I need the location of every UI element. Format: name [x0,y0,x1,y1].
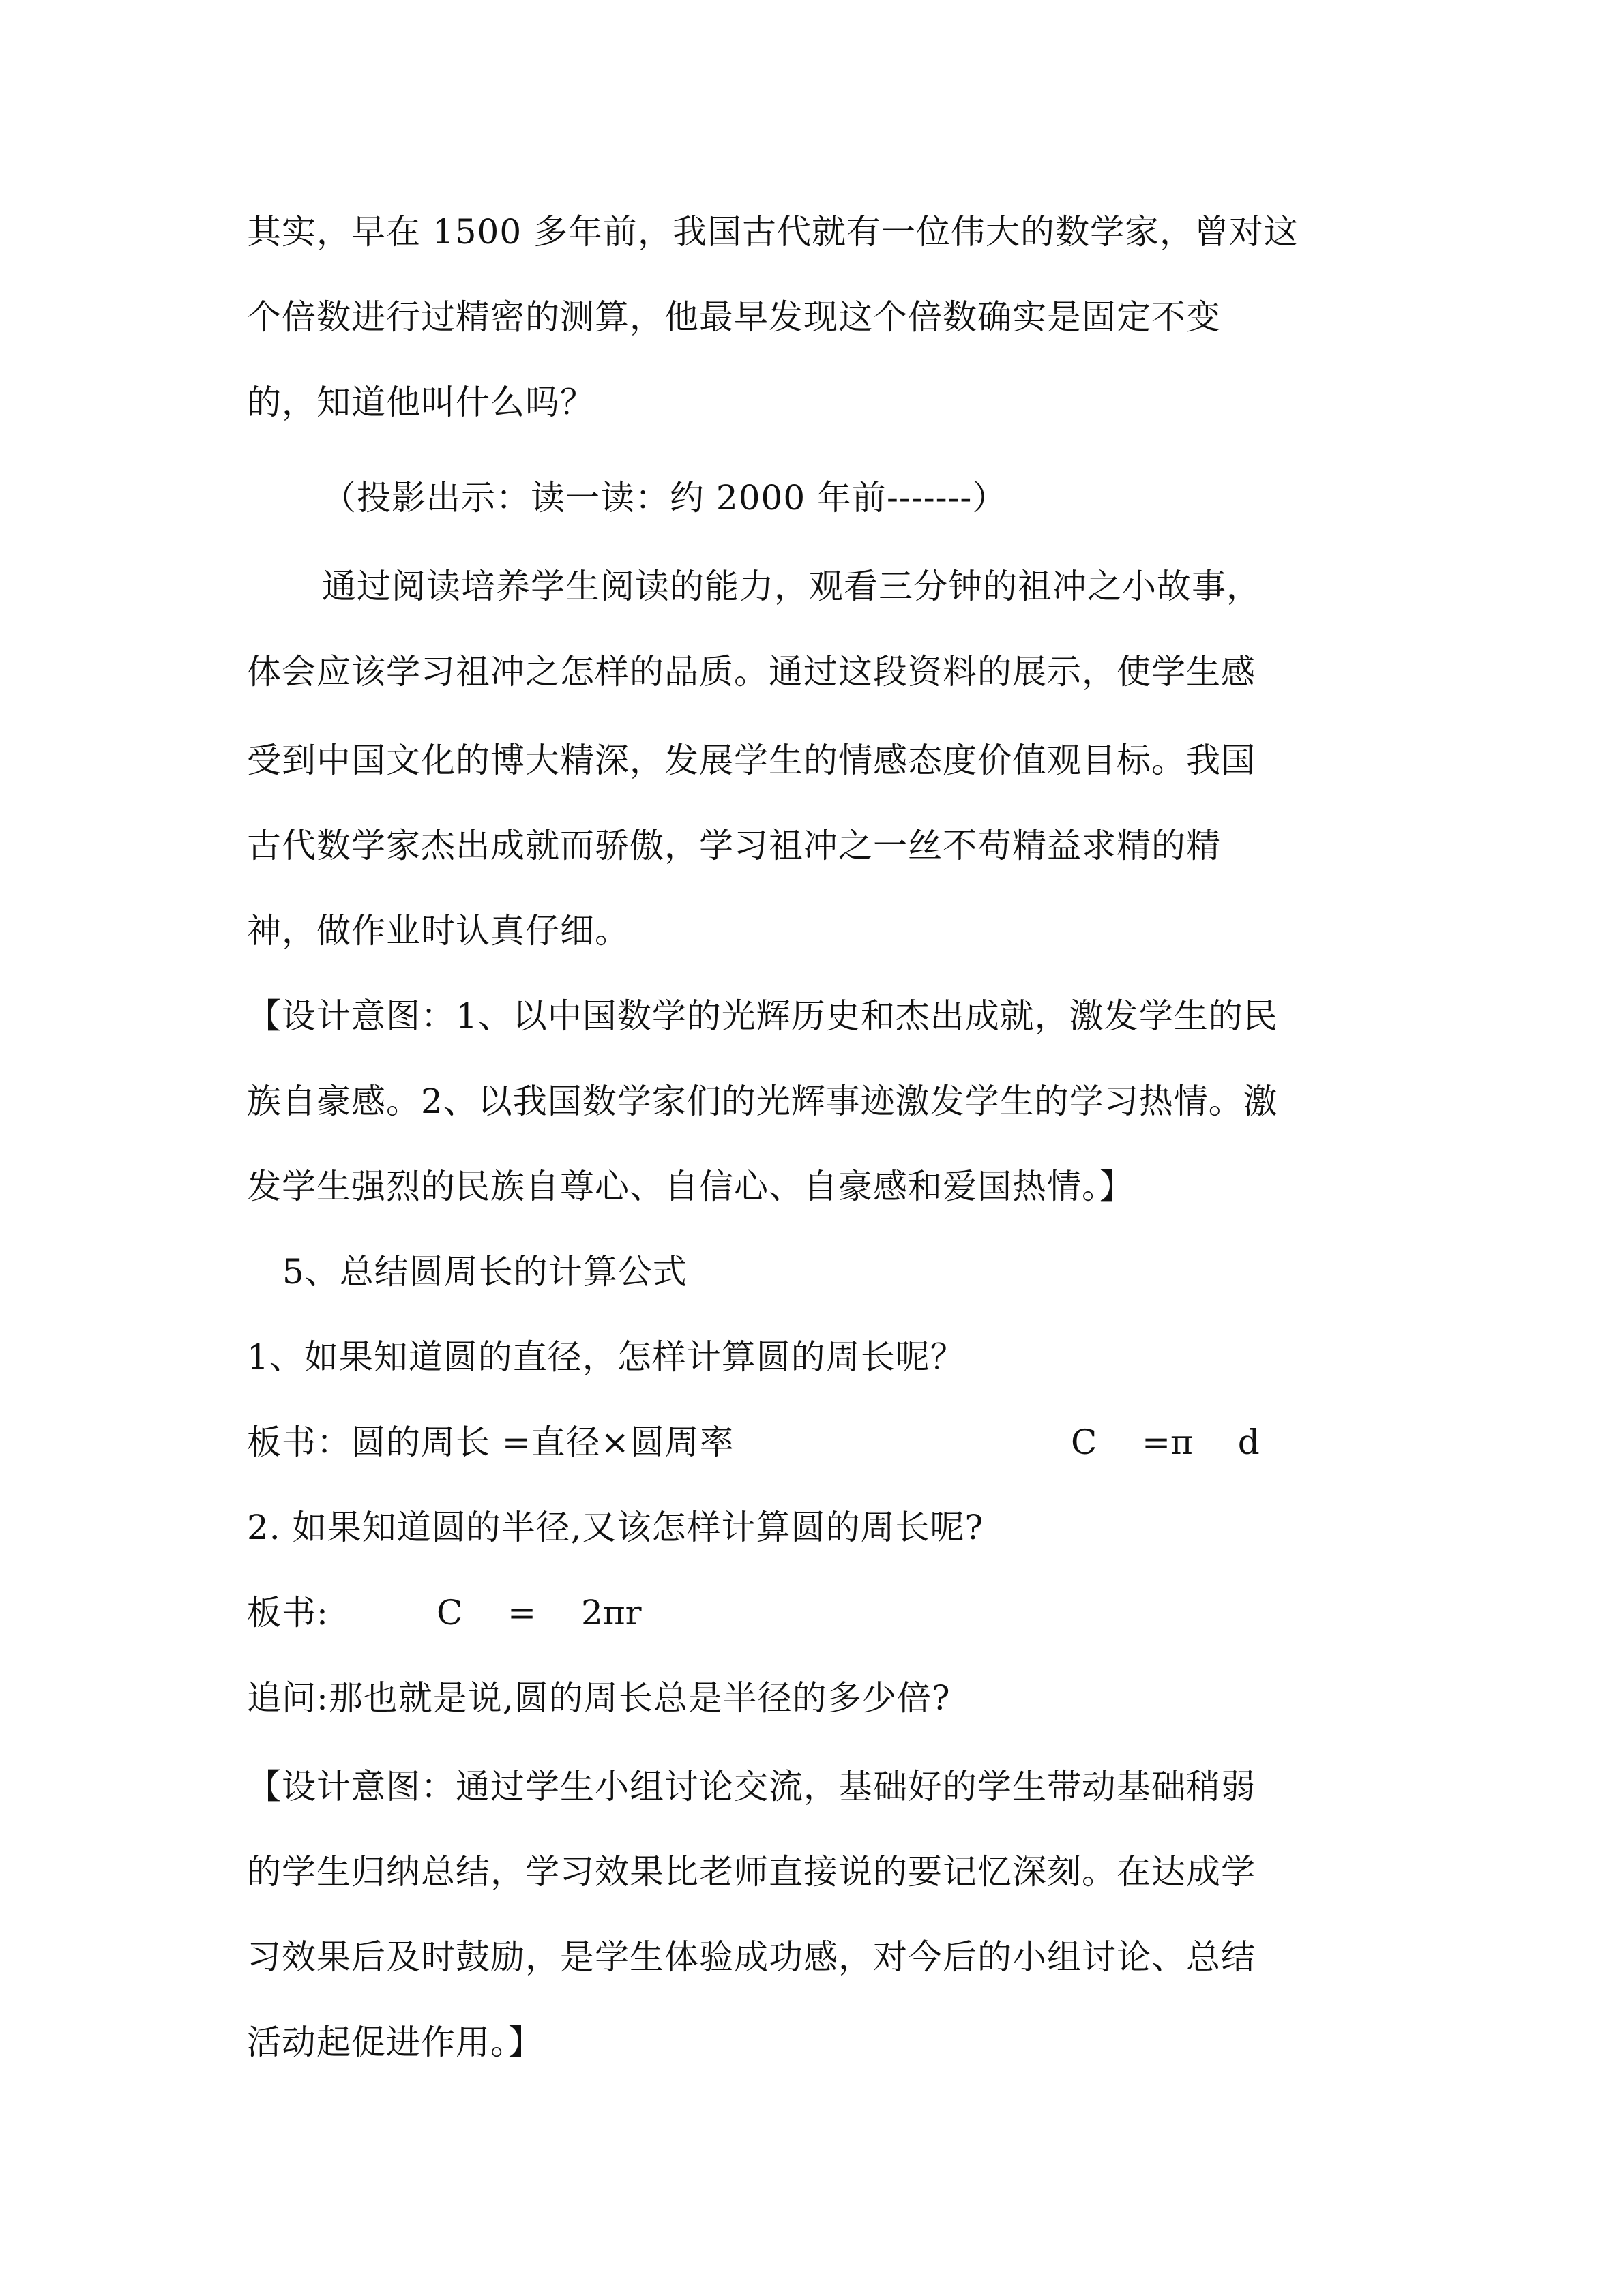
design-intent-line: 活动起促进作用。】 [247,2023,543,2062]
paragraph-line: 的，知道他叫什么吗？ [247,383,595,422]
radius-formula: C = 2πr [437,1593,642,1632]
design-intent-line: 发学生强烈的民族自尊心、自信心、自豪感和爱国热情。】 [247,1167,1134,1206]
paragraph-line: 体会应该学习祖冲之怎样的品质。通过这段资料的展示，使学生感 [247,652,1256,691]
design-intent-line: 习效果后及时鼓励，是学生体验成功感，对今后的小组讨论、总结 [247,1937,1256,1977]
paragraph-line: 个倍数进行过精密的测算，他最早发现这个倍数确实是固定不变 [247,297,1221,337]
blackboard-line: 板书：圆的周长 =直径×圆周率 [247,1422,735,1462]
follow-up-question: 追问:那也就是说,圆的周长总是半径的多少倍? [247,1678,951,1718]
paragraph-line: 受到中国文化的博大精深，发展学生的情感态度价值观目标。我国 [247,741,1256,780]
paragraph-line: 通过阅读培养学生阅读的能力，观看三分钟的祖冲之小故事， [322,567,1261,606]
question-line: 1、如果知道圆的直径，怎样计算圆的周长呢？ [247,1337,965,1377]
projection-note: （投影出示：读一读：约 2000 年前-------） [322,478,1007,518]
design-intent-line: 【设计意图：1、以中国数学的光辉历史和杰出成就，激发学生的民 [247,996,1278,1036]
paragraph-line: 神，做作业时认真仔细。 [247,911,630,951]
design-intent-line: 【设计意图：通过学生小组讨论交流，基础好的学生带动基础稍弱 [247,1767,1256,1806]
design-intent-line: 的学生归纳总结，学习效果比老师直接说的要记忆深刻。在达成学 [247,1852,1256,1892]
section-heading: 5、总结圆周长的计算公式 [282,1252,688,1292]
question-line: 2. 如果知道圆的半径,又该怎样计算圆的周长呢? [247,1508,984,1547]
blackboard-line: 板书: [247,1593,329,1632]
design-intent-line: 族自豪感。2、以我国数学家们的光辉事迹激发学生的学习热情。激 [247,1082,1278,1121]
diameter-formula: C =π d [1071,1422,1260,1462]
paragraph-line: 其实，早在 1500 多年前，我国古代就有一位伟大的数学家，曾对这 [247,212,1299,252]
paragraph-line: 古代数学家杰出成就而骄傲，学习祖冲之一丝不苟精益求精的精 [247,826,1221,865]
